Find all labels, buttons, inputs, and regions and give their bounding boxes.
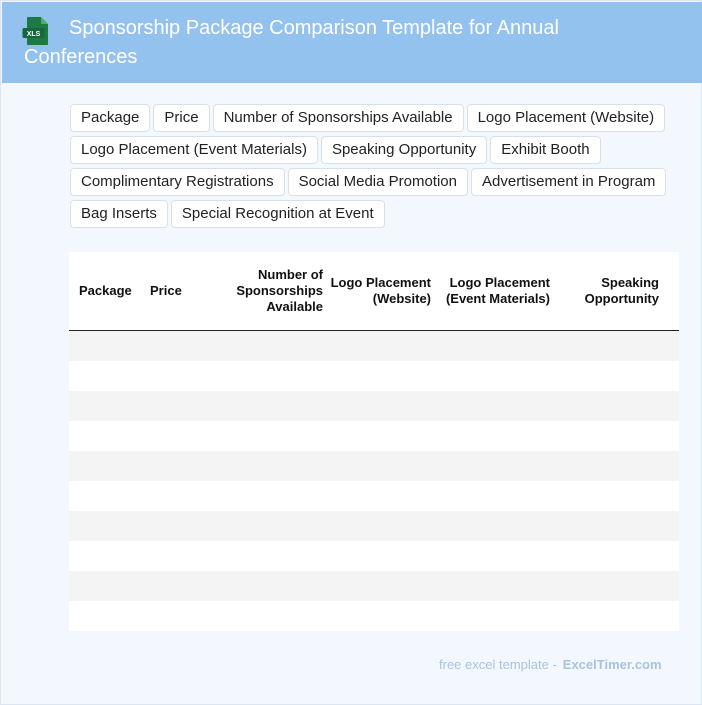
- table-row[interactable]: [69, 331, 679, 361]
- chip-number-of-sponsorships[interactable]: Number of Sponsorships Available: [213, 104, 464, 132]
- footer-brand-link[interactable]: ExcelTimer.com: [562, 657, 662, 672]
- table-row[interactable]: [69, 511, 679, 541]
- table-row[interactable]: [69, 541, 679, 571]
- table-row[interactable]: [69, 361, 679, 391]
- column-header-logo-placement-event-materials: Logo Placement (Event Materials): [445, 275, 550, 306]
- table-row[interactable]: [69, 391, 679, 421]
- comparison-table: [69, 252, 679, 631]
- footer-text: free excel template -: [439, 657, 557, 672]
- table-row[interactable]: [69, 421, 679, 451]
- column-header-speaking-opportunity: Speaking Opportunity: [584, 275, 659, 306]
- column-header-number-of-sponsorships: Number of Sponsorships Available: [236, 267, 323, 314]
- chip-price[interactable]: Price: [153, 104, 209, 132]
- column-chip-list: [70, 104, 690, 228]
- column-header-price: Price: [150, 283, 182, 298]
- page-title: Sponsorship Package Comparison Template for Annual Conferences: [24, 17, 559, 68]
- chip-bag-inserts[interactable]: Bag Inserts: [70, 200, 168, 228]
- xls-icon-label: XLS: [26, 31, 41, 38]
- chip-social-media-promotion[interactable]: Social Media Promotion: [288, 168, 468, 196]
- chip-advertisement-in-program[interactable]: Advertisement in Program: [471, 168, 666, 196]
- page-header: [2, 2, 702, 83]
- column-header-logo-placement-website: Logo Placement (Website): [330, 275, 431, 306]
- footer-credit: [439, 657, 662, 672]
- chip-special-recognition[interactable]: Special Recognition at Event: [171, 200, 385, 228]
- table-row[interactable]: [69, 481, 679, 511]
- column-header-package: Package: [79, 283, 132, 298]
- chip-logo-placement-website[interactable]: Logo Placement (Website): [467, 104, 665, 132]
- table-header: [69, 252, 679, 331]
- table-row[interactable]: [69, 451, 679, 481]
- chip-exhibit-booth[interactable]: Exhibit Booth: [490, 136, 600, 164]
- chip-package[interactable]: Package: [70, 104, 150, 132]
- chip-complimentary-registrations[interactable]: Complimentary Registrations: [70, 168, 285, 196]
- chip-logo-placement-event-materials[interactable]: Logo Placement (Event Materials): [70, 136, 318, 164]
- table-row[interactable]: [69, 601, 679, 631]
- chip-speaking-opportunity[interactable]: Speaking Opportunity: [321, 136, 487, 164]
- table-row[interactable]: [69, 571, 679, 601]
